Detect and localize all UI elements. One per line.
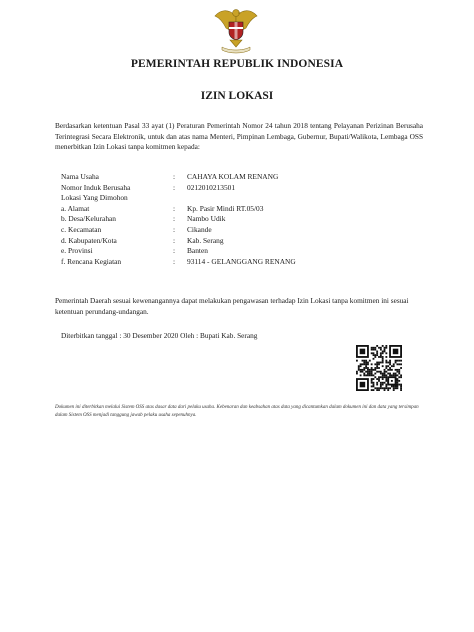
field-value (187, 193, 296, 204)
field-value: Kab. Serang (187, 235, 224, 245)
intro-paragraph: Berdasarkan ketentuan Pasal 33 ayat (1) Peraturan Pemerintah Nomor 24 tahun 2018 tentang Pelayanan Perizinan Berusaha Terintegrasi Secara Elektronik, untuk dan atas nama Menteri, Pimpinan Lembaga, Gubernur, Bupati/Walikota, Lembaga OSS menerbitkan Izin Lokasi tanpa komitmen kepada: (55, 121, 423, 151)
field-label: e. Provinsi (61, 246, 93, 256)
field-label: Nama Usaha (61, 172, 99, 181)
field-row (61, 204, 296, 215)
garuda-emblem-icon (214, 6, 258, 54)
document-title: IZIN LOKASI (200, 90, 274, 102)
field-row (61, 214, 296, 225)
field-row (61, 172, 296, 183)
business-details-table (61, 172, 296, 267)
field-value: Kp. Pasir Mindi RT.05/03 (187, 203, 264, 213)
field-colon: : (173, 256, 176, 266)
field-label: Lokasi Yang Dimohon (61, 193, 128, 203)
field-value: Cikande (187, 224, 212, 234)
field-colon: : (173, 172, 176, 181)
field-value: 93114 - GELANGGANG RENANG (187, 256, 296, 266)
field-row (61, 225, 296, 236)
field-label: f. Rencana Kegiatan (61, 256, 122, 266)
field-colon: : (173, 214, 176, 224)
field-row (61, 257, 296, 268)
field-label: b. Desa/Kelurahan (61, 214, 116, 224)
field-row (61, 246, 296, 257)
field-value: 0212010213501 (187, 182, 236, 192)
field-row (61, 236, 296, 247)
field-colon (173, 193, 187, 204)
field-value: Banten (187, 246, 208, 256)
field-value: CAHAYA KOLAM RENANG (187, 172, 279, 181)
field-colon: : (173, 203, 176, 213)
field-label: c. Kecamatan (61, 224, 102, 234)
closing-paragraph: Pemerintah Daerah sesuai kewenangannya dapat melakukan pengawasan terhadap Izin Lokasi tanpa komitmen ini sesuai ketentuan perundang-undangan. (55, 296, 409, 316)
qr-code-icon (356, 345, 402, 391)
field-colon: : (173, 182, 176, 192)
field-label: Nomor Induk Berusaha (61, 182, 131, 192)
disclaimer-text: Dokumen ini diterbitkan melalui Sistem OSS atas dasar data dari pelaku usaha. Kebenaran dan keabsahan atas data yang dicantumkan dalam dokumen ini dan data yang tersimpan dalam Sistem OSS menjadi tanggung jawab pelaku usaha sepenuhnya. (55, 405, 419, 418)
field-row (61, 183, 296, 194)
issued-date-line: Diterbitkan tanggal : 30 Desember 2020 Oleh : Bupati Kab. Serang (61, 331, 258, 340)
field-colon: : (173, 235, 176, 245)
field-label: d. Kabupaten/Kota (61, 235, 117, 245)
field-colon: : (173, 224, 176, 234)
field-value: Nambo Udik (187, 214, 226, 224)
government-title: PEMERINTAH REPUBLIK INDONESIA (130, 58, 344, 70)
field-row (61, 193, 296, 204)
field-colon: : (173, 246, 176, 256)
field-label: a. Alamat (61, 203, 90, 213)
